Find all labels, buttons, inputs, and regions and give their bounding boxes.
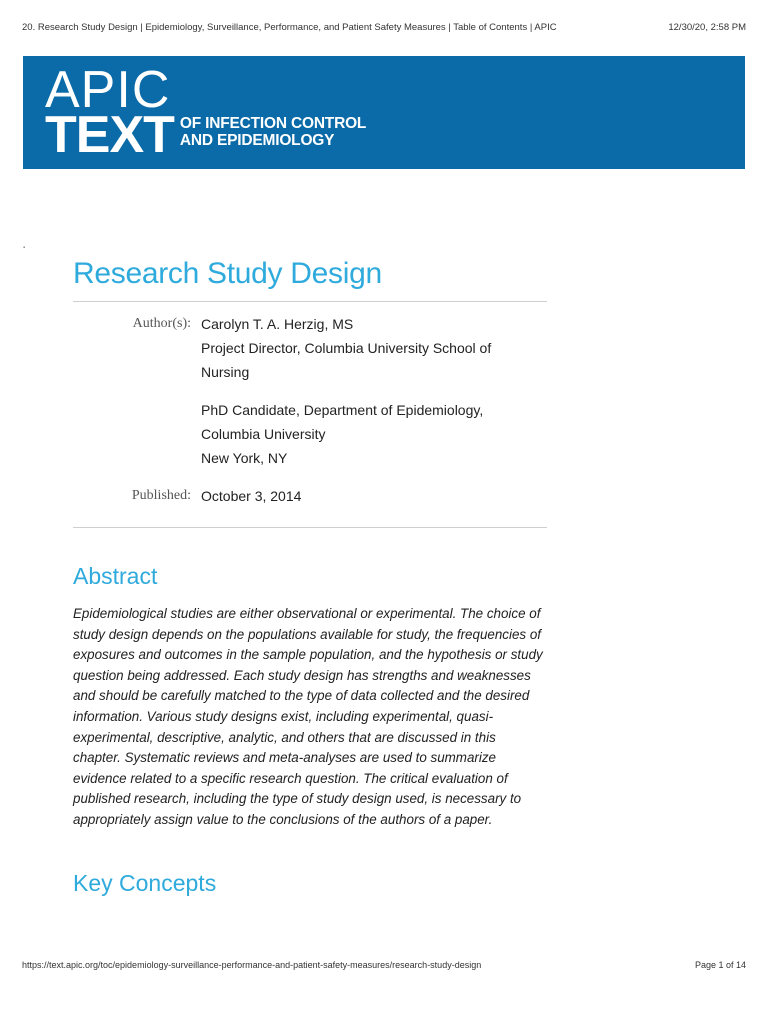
logo-subtitle-line2: AND EPIDEMIOLOGY [179,132,335,149]
article-content [73,250,547,899]
logo-subtitle [180,115,366,149]
print-header-title: 20. Research Study Design | Epidemiology, Surveillance, Performance, and Patient Safety Measures | Table of Contents | APIC [22,22,557,33]
print-header-datetime: 12/30/20, 2:58 PM [668,22,746,33]
abstract-heading: Abstract [73,563,158,589]
page-url[interactable]: https://text.apic.org/toc/epidemiology-surveillance-performance-and-patient-safety-measures/research-study-design [22,960,482,970]
author-line: Carolyn T. A. Herzig, MS [201,316,354,332]
key-concepts-heading: Key Concepts [73,869,217,896]
abstract-text: Epidemiological studies are either observational or experimental. The choice of study design depends on the populations available for study, the frequencies of exposures and outcomes in the sample population, and the hypothesis or study question being addressed. Each study design has strengths and weaknesses and should be carefully matched to the type of data collected and the desired information. Various study designs exist, including experimental, quasi-experimental, descriptive, analytic, and others that are discussed in this chapter. Systematic reviews and meta-analyses are used to summarize evidence related to a specific research question. The critical evaluation of published research, including the type of study design used, is necessary to appropriately assign value to the conclusions of the authors of a paper. [73,606,543,827]
authors-label: Author(s): [132,316,191,331]
published-date: October 3, 2014 [201,488,302,504]
print-header [22,22,746,33]
bullet-mark-icon: ▪ [23,245,26,251]
divider [73,527,547,528]
author-line: Project Director, Columbia University School of [201,340,492,356]
page-number: Page 1 of 14 [694,960,746,970]
print-footer [22,960,746,970]
author-line: Columbia University [201,426,326,442]
apic-text-logo[interactable] [45,61,367,164]
author-line: PhD Candidate, Department of Epidemiology, [201,402,484,418]
logo-subtitle-line1: OF INFECTION CONTROL [179,115,367,132]
author-line: New York, NY [201,450,288,466]
page-title: Research Study Design [73,257,382,290]
logo-text: TEXT [45,106,174,164]
article-meta [73,302,547,508]
logo-apic: APIC [45,61,171,119]
author-line: Nursing [201,364,250,380]
published-label: Published: [131,488,191,503]
apic-text-banner[interactable] [23,56,745,169]
author-info [201,312,547,470]
